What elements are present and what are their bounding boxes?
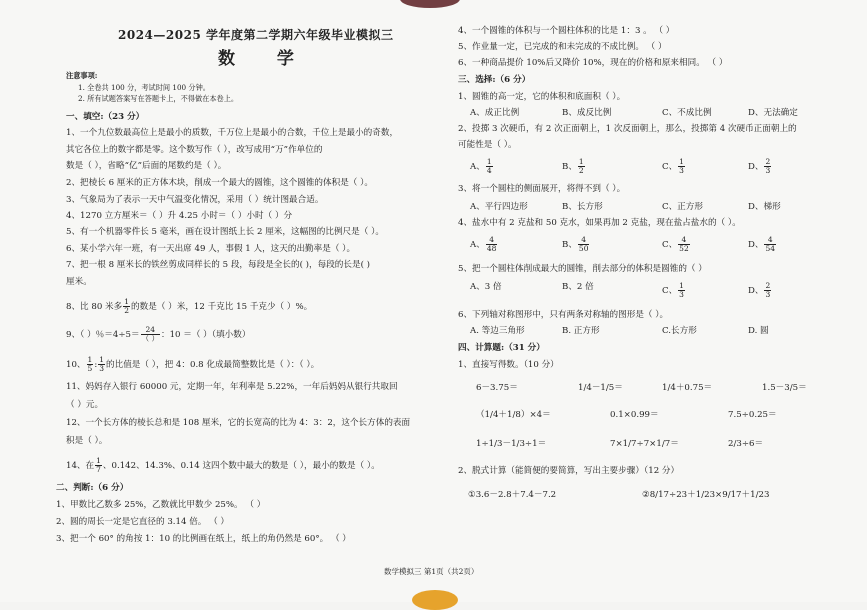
- choice-5-option: B、2 倍: [562, 282, 594, 292]
- choice-3: 3、将一个圆柱的侧面展开，将得不到（ ）。: [458, 184, 626, 194]
- notice-item: 2. 所有试题答案写在答题卡上，不得做在本卷上。: [78, 94, 239, 103]
- choice-2-option: D、 $\frac{2}{3}$: [748, 157, 771, 175]
- choice-4-option: B、 $\frac{4}{50}$: [562, 235, 589, 253]
- choice-6: 6、下列轴对称图形中，只有两条对称轴的图形是（ ）。: [458, 310, 669, 320]
- question-8: [66, 298, 312, 315]
- q9-fraction: $\frac{24}{( )}$: [141, 325, 159, 343]
- calc-item: 1/4＋0.75＝: [662, 383, 713, 393]
- question-11a: 11、妈妈存入银行 60000 元，定期一年，年利率是 5.22%，一年后妈妈从银行共取回: [66, 382, 398, 392]
- choice-5-option: D、 $\frac{2}{3}$: [748, 281, 771, 299]
- choice-5-option: A、3 倍: [470, 282, 502, 292]
- calc-item: 7.5÷0.25＝: [728, 410, 777, 420]
- choice-2a: 2、投掷 3 次硬币，有 2 次正面朝上，1 次反面朝上，那么，投掷第 4 次硬币正面朝上的: [458, 124, 797, 134]
- choice-4-option: D、 $\frac{4}{54}$: [748, 235, 776, 253]
- question-12a: 12、一个长方体的棱长总和是 108 厘米，它的长宽高的比为 4：3：2，这个长方体的表面: [66, 418, 411, 428]
- question-2: 2、把棱长 6 厘米的正方体木块，削成一个最大的圆锥，这个圆锥的体积是（ ）。: [66, 178, 374, 188]
- calc-item: 7×1/7÷7×1/7＝: [610, 439, 679, 449]
- expression-1: ①3.6－2.8＋7.4－7.2: [468, 490, 557, 500]
- choice-6-option: A. 等边三角形: [470, 326, 525, 336]
- choice-5-option: C、 $\frac{1}{3}$: [662, 281, 684, 299]
- choice-1: 1、圆锥的高一定，它的体积和底面积（ ）。: [458, 92, 626, 102]
- question-1a: 1、一个九位数最高位上是最小的质数，千万位上是最小的合数，千位上是最小的奇数，: [66, 128, 399, 138]
- question-12b: 积是（ ）。: [66, 436, 108, 446]
- choice-1-option: C、不成比例: [662, 108, 712, 118]
- calc-sub1: 1、直接写得数。（10 分）: [458, 360, 559, 370]
- section4-heading: 四、计算题:（31 分）: [458, 343, 545, 353]
- question-9: 9、（ ）％＝4÷5＝ $\frac{24}{( )}$ ：10 ＝（ ）（填小数）: [66, 325, 251, 343]
- section3-heading: 三、选择:（6 分）: [458, 75, 531, 85]
- choice-4-option: C、 $\frac{4}{52}$: [662, 235, 689, 253]
- judge-2: 2、圆的周长一定是它直径的 3.14 倍。 （ ）: [56, 517, 230, 527]
- question-1b: 其它各位上的数字都是零。这个数写作（ ），改写成用“万”作单位的: [66, 145, 323, 155]
- calc-sub2: 2、脱式计算（能简便的要简算，写出主要步骤）（12 分）: [458, 466, 680, 476]
- judge-4: 4、一个圆锥的体积与一个圆柱体积的比是 1：3 。 （ ）: [458, 26, 675, 36]
- choice-6-option: D. 圆: [748, 326, 769, 336]
- question-4: 4、1270 立方厘米＝（ ）升 4.25 小时＝（ ）小时（ ）分: [66, 211, 293, 221]
- question-7b: 厘米。: [66, 277, 92, 287]
- judge-3: 3、把一个 60° 的角按 1：10 的比例画在纸上，纸上的角仍然是 60°。 （ ）: [56, 534, 351, 544]
- question-3: 3、气象局为了表示一天中气温变化情况，采用（ ）统计图最合适。: [66, 195, 324, 205]
- top-dark-mark: [400, 0, 460, 8]
- choice-2-option: A、 $\frac{1}{4}$: [470, 157, 492, 175]
- choice-2-option: B、 $\frac{1}{2}$: [562, 157, 584, 175]
- subject-title: 数 学: [218, 49, 312, 69]
- expression-2: ②8/17÷23＋1/23×9/17＋1/23: [642, 490, 770, 500]
- bottom-orange-mark: [412, 590, 458, 610]
- choice-3-option: B、长方形: [562, 202, 603, 212]
- question-1c: 数是（ ），省略“亿”后面的尾数约是（ ）。: [66, 161, 227, 171]
- page-footer: 数学模拟三 第1页（共2页）: [384, 567, 479, 576]
- choice-1-option: A、成正比例: [470, 108, 520, 118]
- calc-item: 1÷1/3－1/3÷1＝: [476, 439, 547, 449]
- judge-1: 1、甲数比乙数多 25%，乙数就比甲数少 25%。 （ ）: [56, 500, 266, 510]
- choice-6-option: C.长方形: [662, 326, 697, 336]
- choice-3-option: C、正方形: [662, 202, 703, 212]
- calc-item: 2/3÷6＝: [728, 439, 764, 449]
- choice-1-option: D、无法确定: [748, 108, 798, 118]
- choice-3-option: D、梯形: [748, 202, 781, 212]
- calc-item: （1/4＋1/8）×4＝: [476, 410, 551, 420]
- question-11b: （ ）元。: [66, 400, 104, 410]
- section1-heading: 一、填空:（23 分）: [66, 112, 145, 122]
- calc-item: 6－3.75＝: [476, 383, 518, 393]
- question-7a: 7、把一根 8 厘米长的铁丝剪成同样长的 5 段，每段是全长的( )，每段的长是( ): [66, 260, 371, 270]
- calc-item: 1.5－3/5＝: [762, 383, 807, 393]
- question-10: 10、 $\frac{1}{5}$ : $\frac{1}{3}$ 的比值是（ ），把 4：0.8 化成最简整数比是（ ）：（ ）。: [66, 355, 320, 373]
- q8-fraction: $\frac{1}{2}$: [124, 297, 130, 315]
- choice-5: 5、把一个圆柱体削成最大的圆锥，削去部分的体积是圆锥的（ ）: [458, 264, 707, 274]
- calc-item: 0.1×0.99＝: [610, 410, 659, 420]
- notice-heading: 注意事项:: [66, 71, 98, 80]
- choice-2-option: C、 $\frac{1}{3}$: [662, 157, 684, 175]
- q8-suffix: 的数是（ ）米，12 千克比 15 千克少（ ）%。: [131, 302, 313, 312]
- question-14: 14、在 $\frac{1}{7}$ 、0.142、14.3%、0.14 这四个数中最大的数是（ ），最小的数是（ ）。: [66, 456, 380, 474]
- exam-title: 2024—2025 学年度第二学期六年级毕业模拟三: [118, 28, 394, 42]
- judge-5: 5、作业量一定，已完成的和未完成的不成比例。 （ ）: [458, 42, 667, 52]
- question-6: 6、某小学六年一班，有一天出席 49 人，事假 1 人，这天的出勤率是（ ）。: [66, 244, 356, 254]
- calc-item: 1/4－1/5＝: [578, 383, 623, 393]
- choice-3-option: A、平行四边形: [470, 202, 528, 212]
- choice-1-option: B、成反比例: [562, 108, 612, 118]
- choice-4-option: A、 $\frac{4}{48}$: [470, 235, 497, 253]
- choice-4: 4、盐水中有 2 克盐和 50 克水，如果再加 2 克盐，现在盐占盐水的（ ）。: [458, 218, 741, 228]
- notice-item: 1. 全卷共 100 分，考试时间 100 分钟。: [78, 83, 210, 92]
- question-5: 5、有一个机器零件长 5 毫米，画在设计图纸上长 2 厘米，这幅图的比例尺是（ ）。: [66, 227, 384, 237]
- judge-6: 6、一种商品提价 10%后又降价 10%，现在的价格和原来相同。 （ ）: [458, 58, 728, 68]
- q14-fraction: $\frac{1}{7}$: [96, 456, 101, 474]
- choice-2b: 可能性是（ ）。: [458, 140, 517, 150]
- section2-heading: 二、判断:（6 分）: [56, 483, 129, 493]
- q8-prefix: 8、比 80 米多: [66, 302, 123, 312]
- choice-6-option: B. 正方形: [562, 326, 600, 336]
